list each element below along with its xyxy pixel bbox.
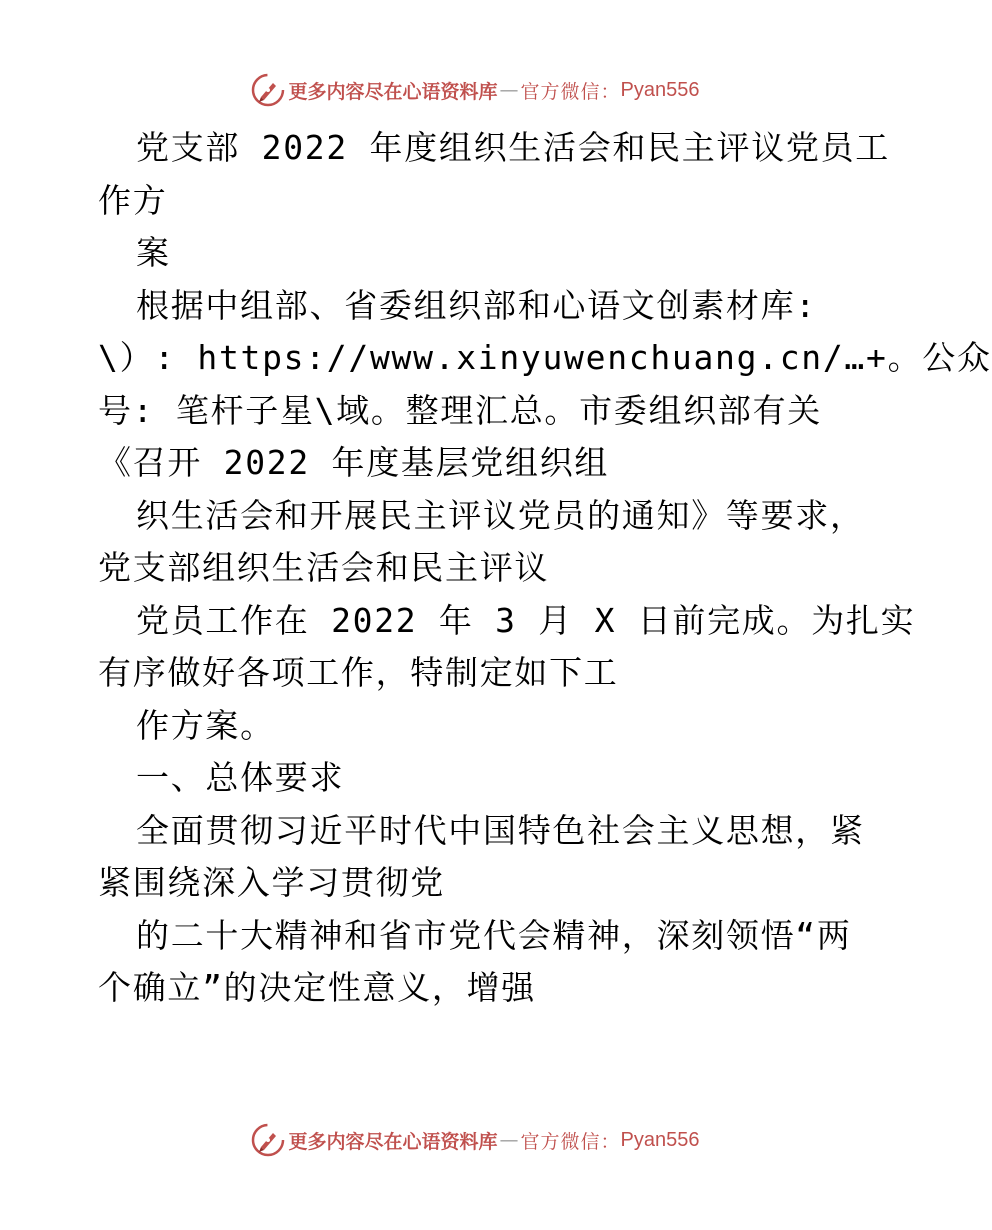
banner-wechat-id: Pyan556 [620, 78, 700, 101]
document-line: 党支部组织生活会和民主评议 [98, 548, 550, 587]
banner-dash: — [499, 1129, 519, 1151]
document-line: 作方案。 [136, 705, 275, 745]
document-line: 党员工作在 2022 年 3 月 X 日前完成。为扎实 [136, 600, 916, 640]
banner-wechat-label: 官方微信： [520, 1130, 621, 1153]
banner-dash: — [499, 79, 519, 101]
banner-wechat-label: 官方微信： [520, 80, 621, 103]
header-banner [0, 70, 950, 110]
document-line: 根据中组部、省委组织部和心语文创素材库: [136, 285, 817, 325]
document-line: 有序做好各项工作，特制定如下工 [98, 653, 619, 692]
document-line: 党支部 2022 年度组织生活会和民主评议党员工 [136, 128, 891, 167]
document-line: 织生活会和开展民主评议党员的通知》等要求， [136, 495, 865, 535]
document-line: 一、总体要求 [136, 758, 345, 797]
document-line: 号: 笔杆子星\域。整理汇总。市委组织部有关 [98, 390, 823, 430]
document-line: 的二十大精神和省市党代会精神，深刻领悟“两 [136, 915, 852, 955]
document-line: 《召开 2022 年度基层党组织组 [98, 443, 610, 482]
document-line: 全面贯彻习近平时代中国特色社会主义思想，紧 [136, 810, 865, 850]
document-line: 案 [136, 233, 171, 272]
document-line: 作方 [98, 180, 168, 220]
banner-brand: 更多内容尽在心语资料库 [288, 80, 498, 103]
document-line: 个确立”的决定性意义，增强 [98, 968, 536, 1007]
footer-banner [0, 1120, 950, 1160]
document-line: 紧围绕深入学习贯彻党 [98, 863, 445, 902]
banner-wechat-id: Pyan556 [620, 1128, 700, 1151]
banner-brand: 更多内容尽在心语资料库 [288, 1130, 498, 1153]
pen-nib-logo-icon [251, 73, 285, 107]
pen-nib-logo-icon [251, 1123, 285, 1157]
document-line: \）: https://www.xinyuwenchuang.cn/…+。公众 [98, 338, 992, 377]
document-body [98, 122, 992, 1015]
